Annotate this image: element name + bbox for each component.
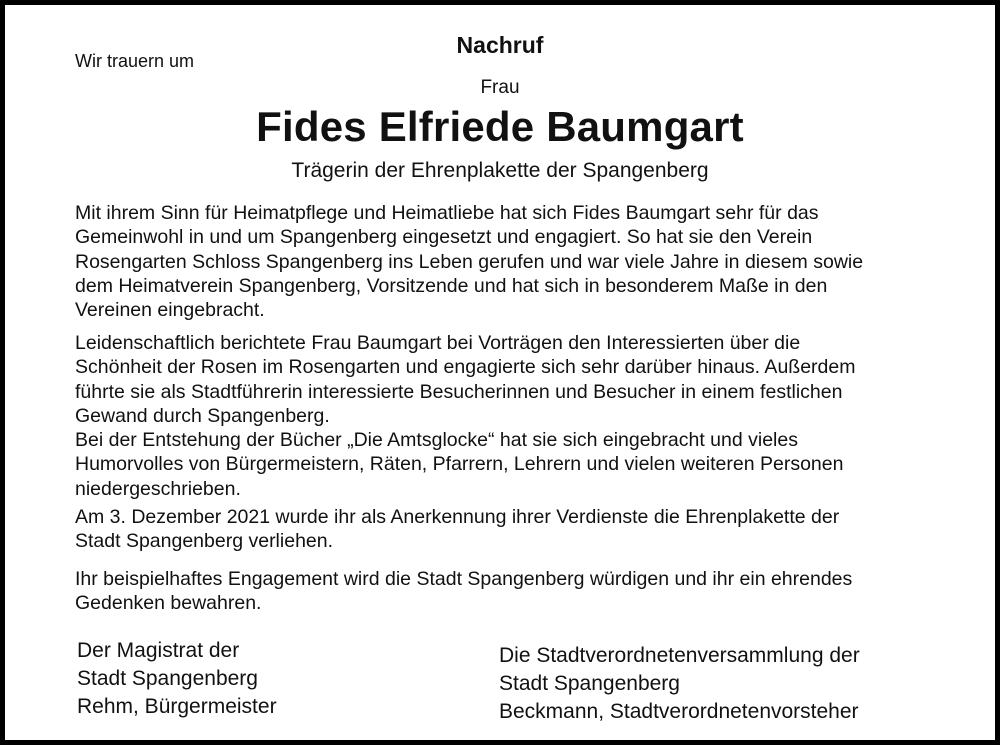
text-line: Bei der Entstehung der Bücher „Die Amtsglocke“ hat sie sich eingebracht und vieles (75, 429, 798, 452)
signature-line: Die Stadtverordnetenversammlung der (499, 644, 860, 667)
signature-magistrat (77, 637, 277, 721)
signature-assembly (499, 642, 860, 726)
text-line: Humorvolles von Bürgermeistern, Räten, Pfarrern, Lehrern und vielen weiteren Personen (75, 453, 844, 476)
signature-line: Rehm, Bürgermeister (77, 695, 277, 718)
text-line: Vereinen eingebracht. (75, 299, 265, 322)
paragraph-4 (75, 567, 925, 616)
intro-text: Wir trauern um (75, 51, 195, 71)
text-line: Rosengarten Schloss Spangenberg ins Leben gerufen und war viele Jahre in diesem sowie (75, 250, 864, 273)
notice-title: Nachruf (456, 32, 544, 58)
obituary-notice (5, 5, 995, 740)
text-line: Schönheit der Rosen im Rosengarten und engagierte sich sehr darüber hinaus. Außerdem (75, 356, 856, 379)
signature-line: Stadt Spangenberg (77, 667, 258, 690)
deceased-name: Fides Elfriede Baumgart (256, 103, 744, 150)
text-line: dem Heimatverein Spangenberg, Vorsitzende und hat sich in besonderem Maße in den (75, 274, 828, 297)
signature-line: Stadt Spangenberg (499, 672, 680, 695)
paragraph-2 (75, 331, 925, 501)
paragraph-1 (75, 201, 925, 322)
salutation: Frau (480, 77, 520, 98)
text-line: Mit ihrem Sinn für Heimatpflege und Heimatliebe hat sich Fides Baumgart sehr für das (75, 202, 819, 224)
text-line: Leidenschaftlich berichtete Frau Baumgart bei Vorträgen den Interessierten über die (75, 332, 801, 354)
text-line: führte sie als Stadtführerin interessierte Besucherinnen und Besucher in einem festlichen (75, 380, 843, 403)
signature-line: Beckmann, Stadtverordnetenvorsteher (499, 700, 859, 723)
honor-line: Trägerin der Ehrenplakette der Spangenberg (291, 159, 709, 182)
signature-line: Der Magistrat der (77, 639, 240, 662)
text-line: Ihr beispielhaftes Engagement wird die Stadt Spangenberg würdigen und ihr ein ehrendes (75, 568, 853, 590)
text-line: Gewand durch Spangenberg. (75, 404, 330, 427)
text-line: Gemeinwohl in und um Spangenberg eingesetzt und engagiert. So hat sie den Verein (75, 226, 813, 249)
text-line: niedergeschrieben. (75, 477, 241, 500)
text-line: Am 3. Dezember 2021 wurde ihr als Anerkennung ihrer Verdienste die Ehrenplakette der (75, 506, 840, 528)
paragraph-3 (75, 505, 925, 554)
text-line: Gedenken bewahren. (75, 592, 262, 615)
text-line: Stadt Spangenberg verliehen. (75, 530, 334, 553)
